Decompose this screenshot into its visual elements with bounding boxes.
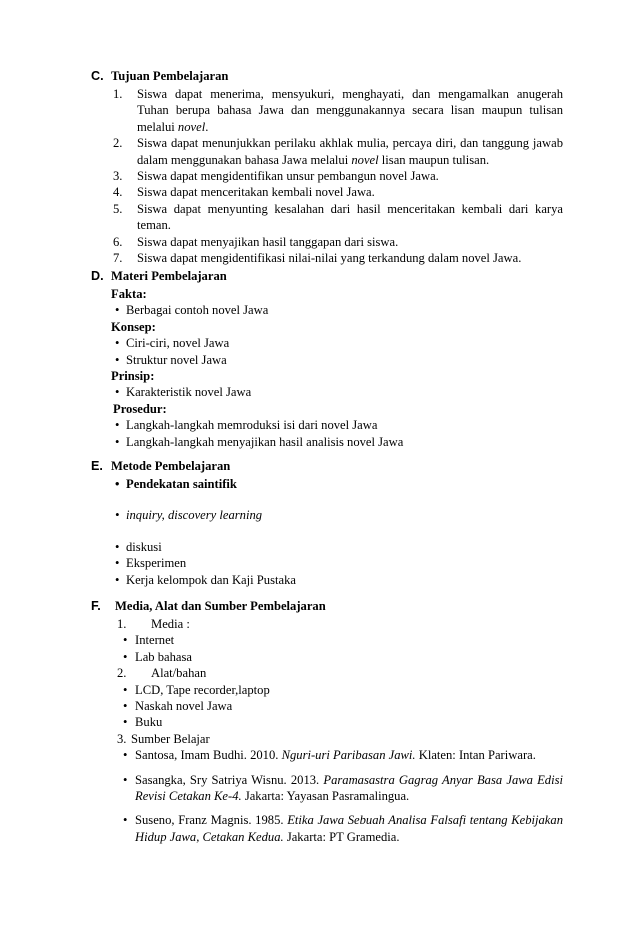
list-item: • Lab bahasa (135, 649, 563, 665)
section-heading (91, 268, 563, 286)
alat-list (91, 682, 563, 731)
section-heading (91, 458, 563, 476)
section-materi (91, 268, 563, 450)
alat-heading: 2. Alat/bahan (117, 666, 207, 681)
list-item: • Struktur novel Jawa (126, 352, 563, 368)
list-item: • Langkah-langkah memroduksi isi dari novel Jawa (126, 417, 563, 433)
section-media (91, 598, 563, 853)
section-letter: E. (91, 459, 103, 473)
objective-item: 3. Siswa dapat mengidentifikan unsur pembangun novel Jawa. (113, 169, 439, 184)
section-heading (91, 598, 563, 616)
list-item: • LCD, Tape recorder,laptop (135, 682, 563, 698)
prinsip-label: Prinsip: (111, 369, 155, 384)
list-item: • Naskah novel Jawa (135, 698, 563, 714)
section-title: Metode Pembelajaran (111, 459, 231, 473)
method-list (91, 476, 563, 524)
section-metode (91, 458, 563, 588)
objective-item: 2. Siswa dapat menunjukkan perilaku akhlak mulia, percaya diri, dan tanggung jawab dalam menggunakan bahasa Jawa melalui novel lisan maupun tulisan. (113, 136, 563, 167)
reference-item: • Suseno, Franz Magnis. 1985. Etika Jawa Sebuah Analisa Falsafi tentang Kebijakan Hidup Jawa, Cetakan Kedua. Jakarta: PT Gramedia. (135, 812, 563, 845)
list-item: • Karakteristik novel Jawa (126, 384, 563, 400)
objective-item: 6. Siswa dapat menyajikan hasil tanggapan dari siswa. (113, 234, 399, 249)
list-item: • Pendekatan saintifik (126, 476, 563, 492)
sumber-heading: 3. Sumber Belajar (117, 731, 210, 746)
list-item: • Ciri-ciri, novel Jawa (126, 335, 563, 351)
fakta-list (91, 302, 563, 318)
konsep-label: Konsep: (111, 319, 156, 334)
reference-list (91, 747, 563, 845)
list-item: • Berbagai contoh novel Jawa (126, 302, 563, 318)
prosedur-label: Prosedur: (113, 401, 167, 416)
objective-item: 5. Siswa dapat menyunting kesalahan dari hasil menceritakan kembali dari karya teman. (113, 201, 563, 233)
section-letter: F. (91, 599, 101, 613)
list-item: • Internet (135, 632, 563, 648)
method-list-2 (91, 539, 563, 588)
objective-item: 4. Siswa dapat menceritakan kembali novel Jawa. (113, 185, 375, 200)
prosedur-list (91, 417, 563, 450)
fakta-label: Fakta: (111, 287, 147, 301)
section-tujuan (91, 68, 563, 266)
reference-item: • Sasangka, Sry Satriya Wisnu. 2013. Paramasastra Gagrag Anyar Basa Jawa Edisi Revisi Cetakan Ke-4. Jakarta: Yayasan Pasramalingua. (135, 772, 563, 805)
section-title: Tujuan Pembelajaran (111, 69, 229, 83)
list-item: • Kerja kelompok dan Kaji Pustaka (126, 572, 563, 588)
prinsip-list (91, 384, 563, 400)
konsep-list (91, 335, 563, 368)
section-heading (91, 68, 563, 86)
media-list (91, 632, 563, 665)
list-item: • inquiry, discovery learning (126, 507, 563, 523)
list-item: • diskusi (126, 539, 563, 555)
section-letter: C. (91, 69, 104, 83)
section-letter: D. (91, 269, 104, 283)
objective-item: 7. Siswa dapat mengidentifikasi nilai-nilai yang terkandung dalam novel Jawa. (113, 251, 522, 266)
section-title: Media, Alat dan Sumber Pembelajaran (115, 599, 326, 613)
list-item: • Eksperimen (126, 555, 563, 571)
objective-item: 1. Siswa dapat menerima, mensyukuri, menghayati, dan mengamalkan anugerah Tuhan berupa bahasa Jawa dan menggunakannya secara lisan maupun tulisan melalui novel. (113, 87, 563, 134)
list-item: • Buku (135, 714, 563, 730)
media-heading: 1. Media : (117, 617, 190, 631)
reference-item: • Santosa, Imam Budhi. 2010. Nguri-uri Paribasan Jawi. Klaten: Intan Pariwara. (135, 747, 563, 763)
list-item: • Langkah-langkah menyajikan hasil analisis novel Jawa (126, 434, 563, 450)
section-title: Materi Pembelajaran (111, 269, 227, 283)
objectives-list (91, 86, 563, 266)
